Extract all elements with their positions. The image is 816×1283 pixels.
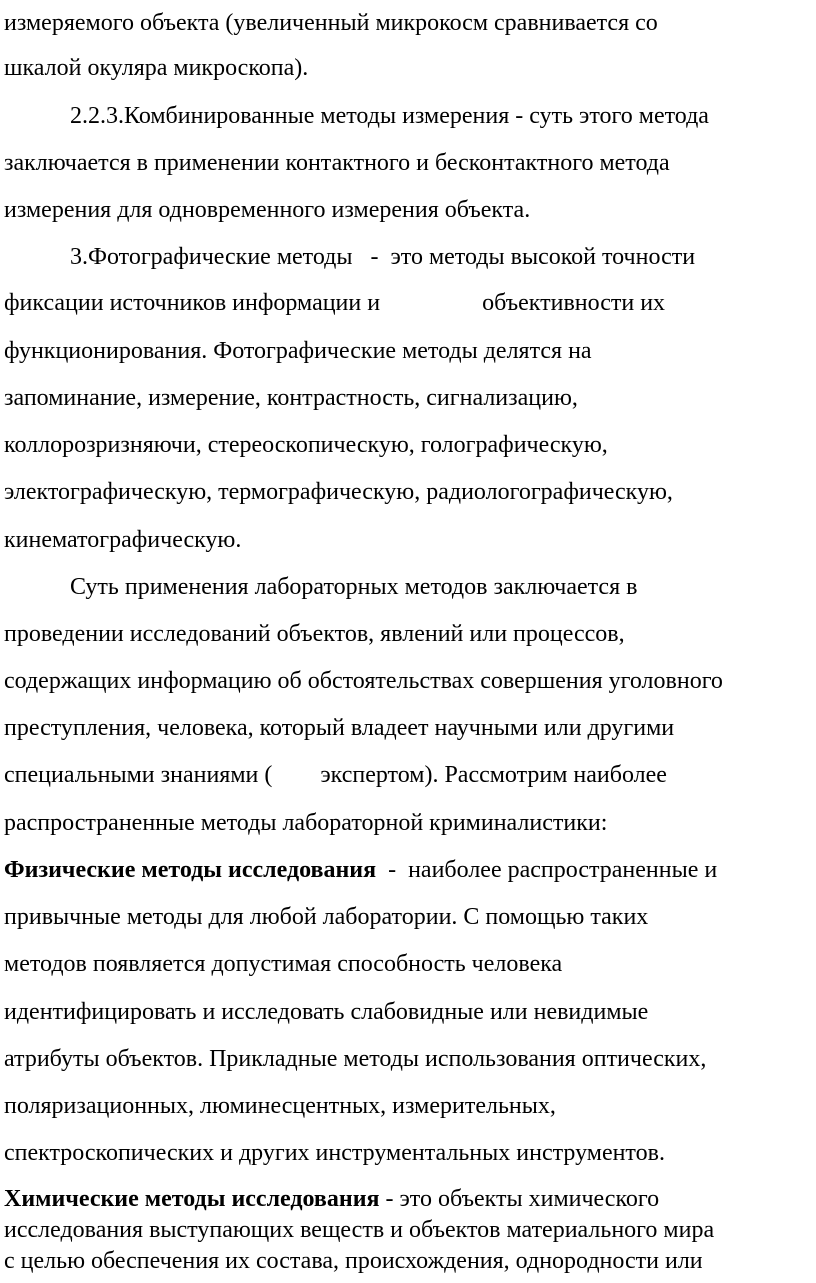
text-line: измеряемого объекта (увеличенный микрокосм сравнивается со [4,10,658,36]
physical-methods-text: - наиболее распространенные и [376,857,718,883]
text-line: заключается в применении контактного и бесконтактного метода [4,150,670,176]
text-line: атрибуты объектов. Прикладные методы использования оптических, [4,1046,707,1072]
paragraph-start: 2.2.3.Комбинированные методы измерения - суть этого метода [70,103,709,129]
text-line: проведении исследований объектов, явлений или процессов, [4,621,625,647]
text-line: поляризационных, люминесцентных, измерительных, [4,1093,556,1119]
text-line: шкалой окуляра микроскопа). [4,55,309,81]
text-line: идентифицировать и исследовать слабовидные или невидимые [4,999,649,1025]
chemical-methods-text: - это объекты химического [379,1186,660,1212]
physical-methods-line [4,855,717,885]
text-line: спектроскопических и других инструментальных инструментов. [4,1140,665,1166]
text-line: методов появляется допустимая способность человека [4,951,563,977]
text-line: специальными знаниями ( экспертом). Рассмотрим наиболее [4,762,667,788]
text-line: содержащих информацию об обстоятельствах совершения уголовного [4,668,723,694]
paragraph-start: Суть применения лабораторных методов заключается в [70,574,638,600]
text-line: фиксации источников информации и объективности их [4,290,666,316]
text-line: запоминание, измерение, контрастность, сигнализацию, [4,385,578,411]
text-line: коллорозризняючи, стереоскопическую, голографическую, [4,432,608,458]
text-line: привычные методы для любой лаборатории. С помощью таких [4,904,649,930]
paragraph-start: 3.Фотографические методы - это методы высокой точности [70,244,696,270]
physical-methods-heading: Физические методы исследования [4,857,377,883]
chemical-methods-heading: Химические методы исследования [4,1186,380,1212]
text-line: электографическую, термографическую, радиологографическую, [4,479,673,505]
text-line: с целью обеспечения их состава, происхождения, однородности или [4,1248,703,1274]
text-line: преступления, человека, который владеет научными или другими [4,715,675,741]
text-line: функционирования. Фотографические методы делятся на [4,338,592,364]
text-line: исследования выступающих веществ и объектов материального мира [4,1217,715,1243]
chemical-methods-line [4,1186,659,1212]
text-line: измерения для одновременного измерения объекта. [4,197,531,223]
text-line: распространенные методы лабораторной криминалистики: [4,810,608,836]
text-line: кинематографическую. [4,527,242,553]
